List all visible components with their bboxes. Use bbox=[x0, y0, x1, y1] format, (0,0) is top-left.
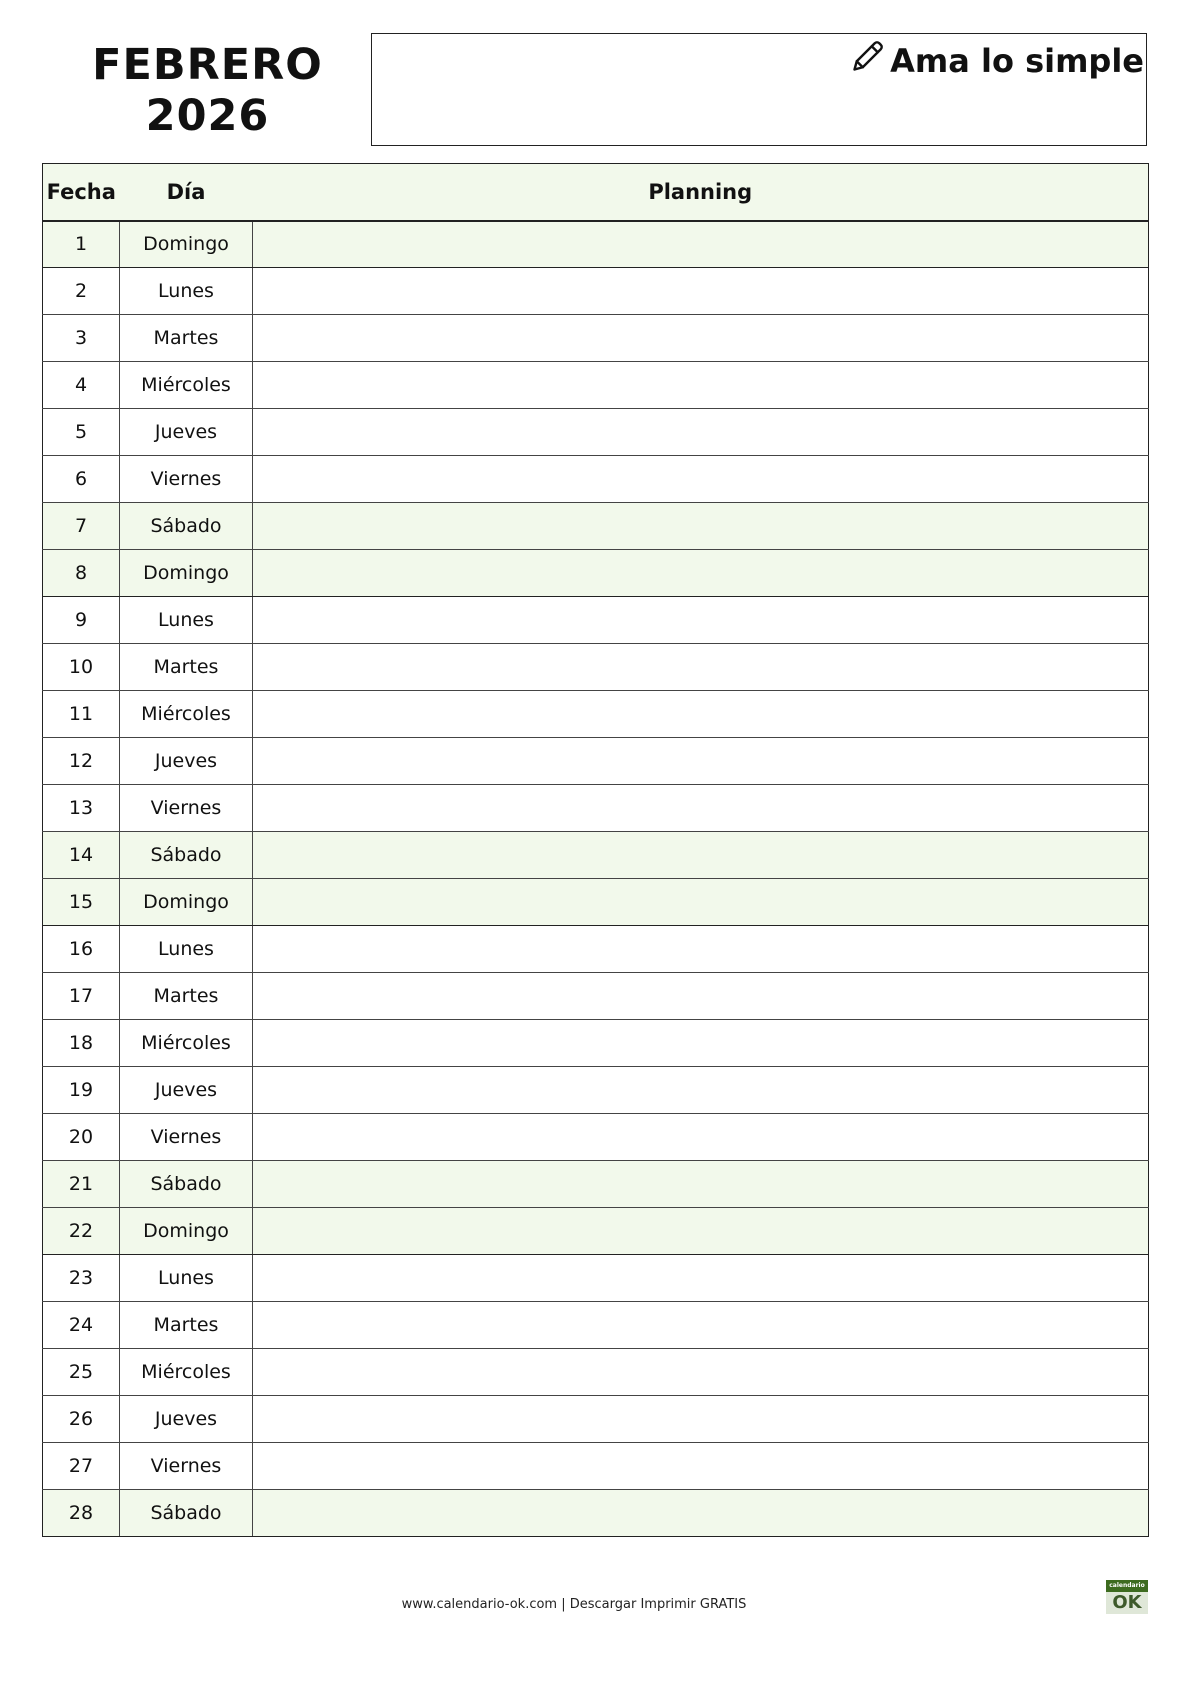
planning-cell[interactable] bbox=[253, 503, 1149, 550]
table-row bbox=[43, 738, 1149, 785]
footer-text[interactable]: www.calendario-ok.com | Descargar Imprimir GRATIS bbox=[401, 1597, 747, 1612]
column-header-dia: Día bbox=[120, 164, 253, 221]
day-cell: Martes bbox=[120, 315, 253, 362]
planning-cell[interactable] bbox=[253, 597, 1149, 644]
date-cell: 28 bbox=[43, 1490, 120, 1537]
day-cell: Miércoles bbox=[120, 1020, 253, 1067]
table-row bbox=[43, 1161, 1149, 1208]
motto bbox=[850, 38, 1144, 83]
date-cell: 11 bbox=[43, 691, 120, 738]
table-row bbox=[43, 1208, 1149, 1255]
planning-cell[interactable] bbox=[253, 926, 1149, 973]
day-cell: Jueves bbox=[120, 1396, 253, 1443]
date-cell: 3 bbox=[43, 315, 120, 362]
table-row bbox=[43, 1114, 1149, 1161]
date-cell: 7 bbox=[43, 503, 120, 550]
day-cell: Viernes bbox=[120, 456, 253, 503]
column-header-fecha: Fecha bbox=[43, 164, 120, 221]
date-cell: 16 bbox=[43, 926, 120, 973]
planning-cell[interactable] bbox=[253, 973, 1149, 1020]
date-cell: 12 bbox=[43, 738, 120, 785]
table-row bbox=[43, 597, 1149, 644]
day-cell: Sábado bbox=[120, 1161, 253, 1208]
planning-cell[interactable] bbox=[253, 456, 1149, 503]
table-row bbox=[43, 503, 1149, 550]
planning-cell[interactable] bbox=[253, 832, 1149, 879]
planning-cell[interactable] bbox=[253, 362, 1149, 409]
table-row bbox=[43, 1490, 1149, 1537]
date-cell: 25 bbox=[43, 1349, 120, 1396]
date-cell: 1 bbox=[43, 221, 120, 268]
pencil-icon bbox=[850, 38, 890, 83]
planning-cell[interactable] bbox=[253, 1349, 1149, 1396]
table-row bbox=[43, 973, 1149, 1020]
table-row bbox=[43, 1396, 1149, 1443]
planning-cell[interactable] bbox=[253, 1020, 1149, 1067]
day-cell: Miércoles bbox=[120, 1349, 253, 1396]
table-row bbox=[43, 550, 1149, 597]
table-row bbox=[43, 926, 1149, 973]
calendario-ok-logo[interactable] bbox=[1106, 1580, 1148, 1614]
table-row bbox=[43, 691, 1149, 738]
day-cell: Martes bbox=[120, 1302, 253, 1349]
day-cell: Viernes bbox=[120, 785, 253, 832]
planning-cell[interactable] bbox=[253, 879, 1149, 926]
day-cell: Martes bbox=[120, 973, 253, 1020]
date-cell: 8 bbox=[43, 550, 120, 597]
day-cell: Sábado bbox=[120, 503, 253, 550]
date-cell: 14 bbox=[43, 832, 120, 879]
day-cell: Lunes bbox=[120, 597, 253, 644]
day-cell: Jueves bbox=[120, 738, 253, 785]
planning-cell[interactable] bbox=[253, 1443, 1149, 1490]
planning-cell[interactable] bbox=[253, 1208, 1149, 1255]
planning-cell[interactable] bbox=[253, 1396, 1149, 1443]
logo-top-text: calendario bbox=[1106, 1580, 1148, 1592]
table-row bbox=[43, 644, 1149, 691]
planning-cell[interactable] bbox=[253, 644, 1149, 691]
table-row bbox=[43, 409, 1149, 456]
date-cell: 24 bbox=[43, 1302, 120, 1349]
notes-box bbox=[371, 33, 1147, 146]
planning-table bbox=[42, 163, 1149, 1537]
table-row bbox=[43, 268, 1149, 315]
planning-cell[interactable] bbox=[253, 691, 1149, 738]
logo-bottom-text: OK bbox=[1112, 1592, 1142, 1613]
planning-cell[interactable] bbox=[253, 221, 1149, 268]
motto-text: Ama lo simple bbox=[890, 41, 1144, 80]
date-cell: 4 bbox=[43, 362, 120, 409]
day-cell: Jueves bbox=[120, 409, 253, 456]
day-cell: Lunes bbox=[120, 1255, 253, 1302]
table-header-row bbox=[43, 164, 1149, 221]
planning-cell[interactable] bbox=[253, 1255, 1149, 1302]
table-row bbox=[43, 362, 1149, 409]
day-cell: Miércoles bbox=[120, 691, 253, 738]
date-cell: 2 bbox=[43, 268, 120, 315]
table-row bbox=[43, 221, 1149, 268]
planning-cell[interactable] bbox=[253, 1067, 1149, 1114]
day-cell: Lunes bbox=[120, 926, 253, 973]
day-cell: Lunes bbox=[120, 268, 253, 315]
day-cell: Viernes bbox=[120, 1443, 253, 1490]
date-cell: 5 bbox=[43, 409, 120, 456]
date-cell: 19 bbox=[43, 1067, 120, 1114]
date-cell: 17 bbox=[43, 973, 120, 1020]
planning-cell[interactable] bbox=[253, 1490, 1149, 1537]
table-row bbox=[43, 315, 1149, 362]
planning-cell[interactable] bbox=[253, 315, 1149, 362]
date-cell: 6 bbox=[43, 456, 120, 503]
planning-cell[interactable] bbox=[253, 1161, 1149, 1208]
table-row bbox=[43, 1255, 1149, 1302]
date-cell: 18 bbox=[43, 1020, 120, 1067]
planning-cell[interactable] bbox=[253, 1302, 1149, 1349]
year-label: 2026 bbox=[145, 91, 270, 141]
day-cell: Martes bbox=[120, 644, 253, 691]
table-row bbox=[43, 1302, 1149, 1349]
day-cell: Domingo bbox=[120, 879, 253, 926]
day-cell: Miércoles bbox=[120, 362, 253, 409]
day-cell: Sábado bbox=[120, 832, 253, 879]
date-cell: 27 bbox=[43, 1443, 120, 1490]
page-title bbox=[60, 40, 355, 142]
day-cell: Domingo bbox=[120, 221, 253, 268]
planning-cell[interactable] bbox=[253, 409, 1149, 456]
date-cell: 13 bbox=[43, 785, 120, 832]
column-header-planning: Planning bbox=[253, 164, 1149, 221]
date-cell: 9 bbox=[43, 597, 120, 644]
table-row bbox=[43, 1020, 1149, 1067]
table-row bbox=[43, 785, 1149, 832]
footer bbox=[0, 1597, 1148, 1612]
date-cell: 10 bbox=[43, 644, 120, 691]
table-row bbox=[43, 1349, 1149, 1396]
table-row bbox=[43, 456, 1149, 503]
planning-cell[interactable] bbox=[253, 550, 1149, 597]
day-cell: Domingo bbox=[120, 1208, 253, 1255]
planning-cell[interactable] bbox=[253, 1114, 1149, 1161]
day-cell: Sábado bbox=[120, 1490, 253, 1537]
date-cell: 20 bbox=[43, 1114, 120, 1161]
date-cell: 22 bbox=[43, 1208, 120, 1255]
planning-cell[interactable] bbox=[253, 738, 1149, 785]
table-row bbox=[43, 832, 1149, 879]
day-cell: Viernes bbox=[120, 1114, 253, 1161]
planning-cell[interactable] bbox=[253, 785, 1149, 832]
date-cell: 21 bbox=[43, 1161, 120, 1208]
table-row bbox=[43, 1443, 1149, 1490]
table-row bbox=[43, 879, 1149, 926]
table-row bbox=[43, 1067, 1149, 1114]
month-label: FEBRERO bbox=[92, 40, 323, 90]
date-cell: 26 bbox=[43, 1396, 120, 1443]
day-cell: Jueves bbox=[120, 1067, 253, 1114]
date-cell: 15 bbox=[43, 879, 120, 926]
planning-cell[interactable] bbox=[253, 268, 1149, 315]
day-cell: Domingo bbox=[120, 550, 253, 597]
date-cell: 23 bbox=[43, 1255, 120, 1302]
